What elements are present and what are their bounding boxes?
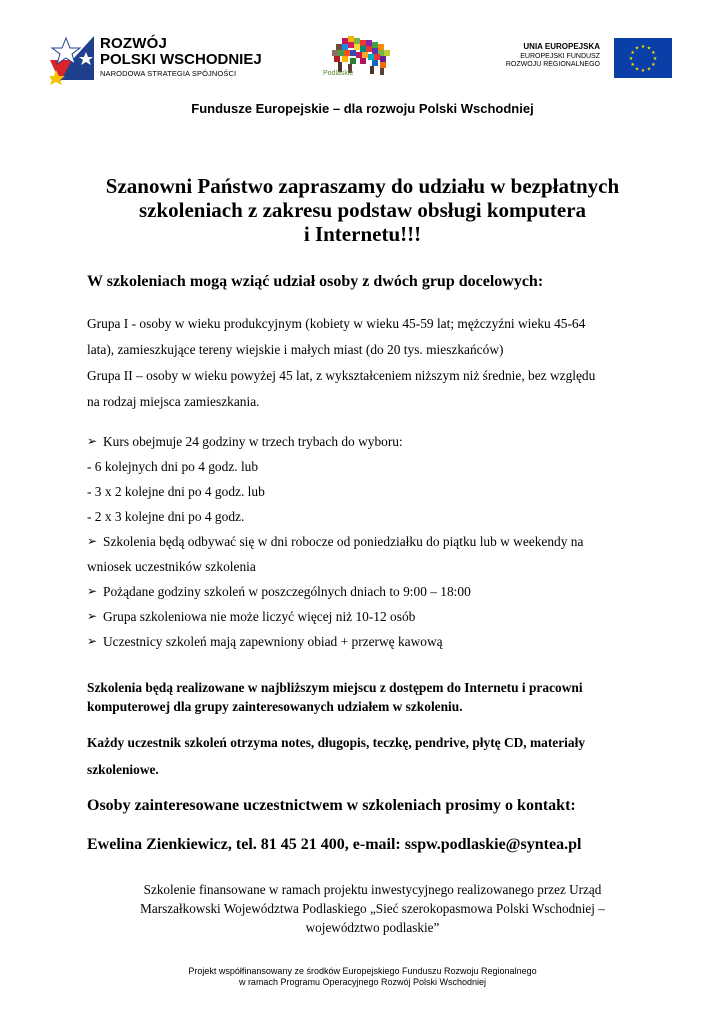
location-paragraph — [87, 678, 655, 716]
financing-line3: województwo podlaskie” — [305, 920, 440, 935]
list-item — [87, 429, 657, 454]
contact-invite: Osoby zainteresowane uczestnictwem w szkoleniach prosimy o kontakt: — [87, 797, 576, 814]
arrow-bullet-icon: ➢ — [87, 609, 98, 623]
contact-details: Ewelina Zienkiewicz, tel. 81 45 21 400, e-mail: sspw.podlaskie@syntea.pl — [87, 836, 582, 853]
svg-text:★: ★ — [634, 66, 640, 73]
materials-line2: szkoleniowe. — [87, 762, 159, 777]
rozwoj-polski-wschodniej-logo — [50, 30, 280, 90]
svg-text:★: ★ — [630, 62, 635, 68]
svg-text:★: ★ — [630, 50, 635, 56]
target-groups — [87, 311, 657, 415]
title-line2: szkoleniach z zakresu podstaw obsługi komputera — [138, 198, 587, 222]
financing-line1: Szkolenie finansowane w ramach projektu inwestycyjnego realizowanego przez Urząd — [143, 882, 602, 897]
eu-fund-line2: ROZWOJU REGIONALNEGO — [505, 61, 600, 68]
podlaskie-label: Podlaskie — [323, 70, 354, 77]
svg-text:★: ★ — [628, 56, 634, 62]
materials-line1: Każdy uczestnik szkoleń otrzyma notes, długopis, teczkę, pendrive, płytę CD, materiały — [87, 735, 586, 750]
eu-title: UNIA EUROPEJSKA — [523, 42, 600, 51]
bullet-schedule-line1: Szkolenia będą odbywać się w dni robocze od poniedziałku do piątku lub w weekendy na — [103, 534, 584, 549]
svg-text:★: ★ — [634, 45, 640, 52]
rpw-emblem-icon — [50, 30, 98, 86]
group2-line1: Grupa II – osoby w wieku powyżej 45 lat, z wykształceniem niższym niż średnie, bez względu — [87, 368, 596, 383]
bullet-group-size: Grupa szkoleniowa nie może liczyć więcej niż 10-12 osób — [103, 609, 416, 624]
group1-line1: Grupa I - osoby w wieku produkcyjnym (kobiety w wieku 45-59 lat; mężczyźni wieku 45-64 — [87, 316, 586, 331]
svg-text:★: ★ — [651, 50, 656, 56]
option-2: - 3 x 2 kolejne dni po 4 godz. lub — [87, 484, 265, 499]
arrow-bullet-icon: ➢ — [87, 534, 98, 548]
location-line2: komputerowej dla grupy zainteresowanych udziałem w szkoleniu. — [87, 699, 463, 714]
footer-line2: w ramach Programu Operacyjnego Rozwój Polski Wschodniej — [238, 977, 487, 987]
page-title — [60, 174, 665, 246]
financing-line2: Marszałkowski Województwa Podlaskiego „Sieć szerokopasmowa Polski Wschodniej – — [140, 901, 605, 916]
list-item — [87, 629, 657, 654]
title-line1: Szanowni Państwo zapraszamy do udziału w bezpłatnych — [105, 174, 620, 198]
target-groups-heading: W szkoleniach mogą wziąć udział osoby z dwóch grup docelowych: — [87, 273, 544, 290]
materials-paragraph — [87, 729, 655, 783]
bullet-hours: Kurs obejmuje 24 godziny w trzech trybach do wyboru: — [103, 434, 403, 449]
course-details-list — [87, 429, 657, 654]
location-line1: Szkolenia będą realizowane w najbliższym miejscu z dostępem do Internetu i pracowni — [87, 680, 583, 695]
rpw-title-line1: ROZWÓJ — [100, 35, 168, 52]
group2-line2: na rodzaj miejsca zamieszkania. — [87, 394, 260, 409]
eu-stars-icon — [614, 38, 672, 78]
svg-text:★: ★ — [646, 45, 652, 52]
funding-slogan: Fundusze Europejskie – dla rozwoju Polski Wschodniej — [191, 101, 534, 116]
list-item — [87, 579, 657, 604]
eu-fund-line1: EUROPEJSKI FUNDUSZ — [520, 53, 600, 60]
podlaskie-logo — [320, 34, 400, 84]
title-line3: i Internetu!!! — [303, 222, 422, 246]
arrow-bullet-icon: ➢ — [87, 584, 98, 598]
arrow-bullet-icon: ➢ — [87, 434, 98, 448]
list-item — [87, 529, 657, 554]
financing-note — [100, 880, 645, 937]
svg-text:★: ★ — [651, 62, 656, 68]
option-1: - 6 kolejnych dni po 4 godz. lub — [87, 459, 259, 474]
eu-logo — [500, 36, 672, 80]
eu-flag-icon — [614, 38, 672, 78]
bullet-preferred-hours: Pożądane godziny szkoleń w poszczególnych dniach to 9:00 – 18:00 — [103, 584, 471, 599]
svg-text:★: ★ — [652, 56, 658, 62]
bullet-schedule-line2: wniosek uczestników szkolenia — [87, 559, 256, 574]
bullet-catering: Uczestnicy szkoleń mają zapewniony obiad + przerwę kawową — [103, 634, 443, 649]
group1-line2: lata), zamieszkujące tereny wiejskie i małych miast (do 20 tys. mieszkańców) — [87, 342, 504, 357]
arrow-bullet-icon: ➢ — [87, 634, 98, 648]
option-3: - 2 x 3 kolejne dni po 4 godz. — [87, 509, 245, 524]
svg-text:★: ★ — [640, 44, 646, 50]
footer-line1: Projekt współfinansowany ze środków Europejskiego Funduszu Rozwoju Regionalnego — [188, 966, 537, 976]
list-item — [87, 604, 657, 629]
rpw-title-line2: POLSKI WSCHODNIEJ — [100, 51, 262, 68]
footer — [0, 966, 725, 988]
svg-text:★: ★ — [640, 68, 646, 74]
rpw-tagline: NARODOWA STRATEGIA SPÓJNOŚCI — [100, 69, 237, 78]
eu-fund-name — [506, 53, 600, 69]
svg-text:★: ★ — [646, 66, 652, 73]
